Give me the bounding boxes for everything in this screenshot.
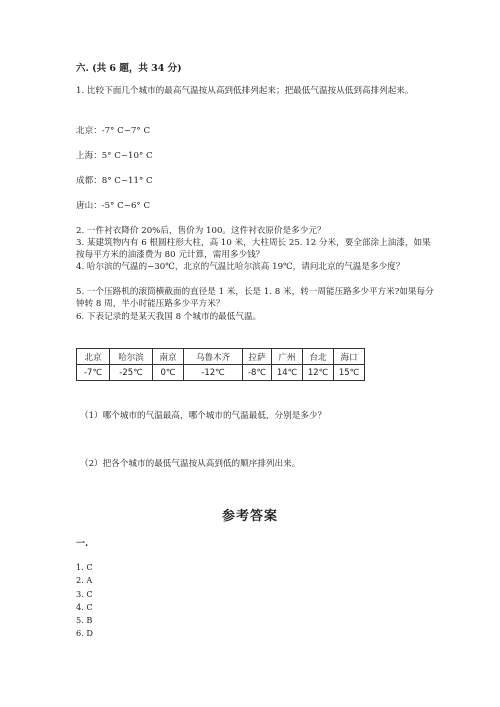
city-temp-shanghai: 上海：5° C~10° C: [76, 151, 153, 161]
table-cell: 0℃: [153, 365, 184, 381]
table-cell: -25℃: [110, 365, 153, 381]
table-row-cities: [77, 349, 365, 365]
answers-section-label: 一.: [76, 539, 89, 549]
answer-item: 6. D: [76, 628, 93, 639]
answer-item: 1. C: [76, 562, 93, 572]
city-temp-beijing: 北京：-7° C~7° C: [76, 126, 151, 136]
table-cell: 12℃: [303, 365, 334, 381]
question-5-text: 5. 一个压路机的滚筒横截面的直径是 1 米，长是 1. 8 米，转一周能压路多少平方米?如果每分钟转 8 周，半小时能压路多少平方米？: [76, 287, 434, 310]
table-cell: 15℃: [334, 365, 365, 381]
table-cell: 南京: [153, 349, 184, 365]
question-1-text: 1. 比较下面几个城市的最高气温按从高到低排列起来；把最低气温按从低到高排列起来。: [76, 86, 414, 96]
table-cell: 广州: [272, 349, 303, 365]
question-3-text: 3. 某建筑物内有 6 根圆柱形大柱，高 10 米，大柱周长 25. 12 分米，要全部涂上油漆，如果按每平方米的油漆费为 80 元计算，需用多少钱？: [76, 238, 431, 261]
table-row-temps: [77, 365, 365, 381]
sub-question-1: （1）哪个城市的气温最高，哪个城市的气温最低，分别是多少？: [80, 411, 327, 421]
table-cell: 海口: [334, 349, 365, 365]
city-temp-tangshan: 唐山：-5° C~6° C: [76, 201, 151, 211]
table-cell: -8℃: [243, 365, 272, 381]
question-4-text: 4. 哈尔滨的气温的−30℃，北京的气温比哈尔滨高 19℃，请问北京的气温是多少度？: [76, 262, 405, 272]
answer-item: 5. B: [76, 615, 93, 626]
table-cell: 乌鲁木齐: [184, 349, 243, 365]
question-2-text: 2. 一件衬衣降价 20%后，售价为 100。这件衬衣原价是多少元？: [76, 226, 326, 236]
sub-question-2: （2）把各个城市的最低气温按从高到低的顺序排列出来。: [80, 459, 301, 469]
answer-item: 3. C: [76, 588, 93, 599]
table-cell: 台北: [303, 349, 334, 365]
table-cell: 14℃: [272, 365, 303, 381]
table-cell: -7℃: [77, 365, 110, 381]
section-title: 六. (共 6 题，共 34 分): [76, 63, 182, 74]
table-cell: 哈尔滨: [110, 349, 153, 365]
answer-list: [76, 561, 93, 641]
table-cell: 北京: [77, 349, 110, 365]
answer-item: 4. C: [76, 601, 93, 612]
table-cell: -12℃: [184, 365, 243, 381]
temperature-table: [76, 348, 365, 381]
city-temp-chengdu: 成都：8° C~11° C: [76, 176, 153, 186]
question-6-text: 6. 下表记录的是某天我国 8 个城市的最低气温。: [76, 312, 262, 322]
table-cell: 拉萨: [243, 349, 272, 365]
answer-item: 2. A: [76, 575, 93, 586]
answers-title: 参考答案: [221, 509, 278, 524]
